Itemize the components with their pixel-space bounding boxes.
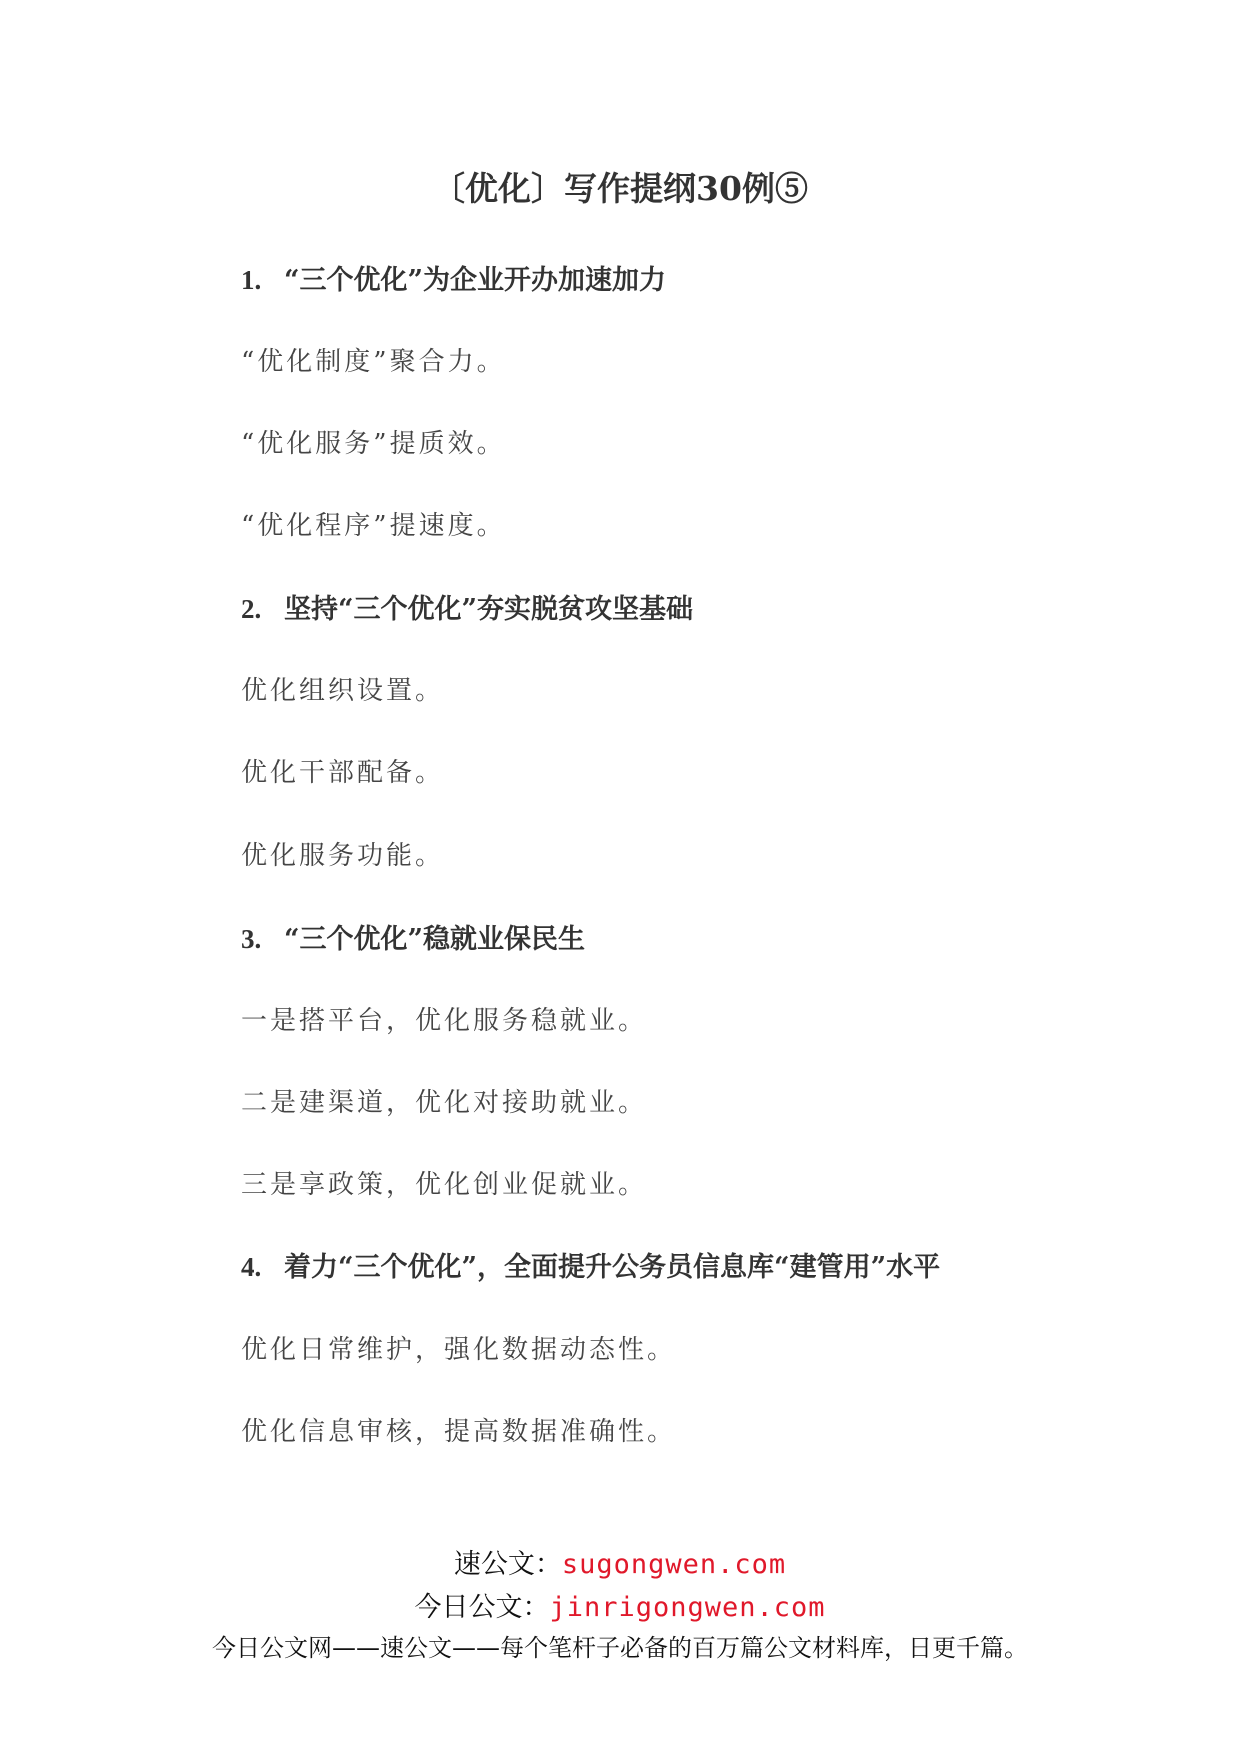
section-heading-1 <box>241 267 666 294</box>
footer-site1-label: 速公文： <box>453 1549 562 1580</box>
footer-site1-link[interactable]: sugongwen.com <box>561 1549 787 1580</box>
section-number-1: 1. <box>241 265 262 295</box>
section-heading-text-3: “三个优化”稳就业保民生 <box>284 924 586 955</box>
footer-site-sugongwen <box>0 1551 1240 1578</box>
section-heading-text-1: “三个优化”为企业开办加速加力 <box>284 265 667 296</box>
section-1-item-1: “优化制度”聚合力。 <box>241 347 506 377</box>
section-2-item-1: 优化组织设置。 <box>241 676 445 706</box>
section-1-item-3: “优化程序”提速度。 <box>241 511 506 541</box>
section-number-3: 3. <box>241 924 262 954</box>
footer-site2-link[interactable]: jinrigongwen.com <box>549 1592 826 1623</box>
document-title: 〔优化〕写作提纲30例⑤ <box>432 169 808 208</box>
section-heading-3 <box>241 926 585 953</box>
section-2-item-2: 优化干部配备。 <box>241 758 445 788</box>
section-heading-4 <box>241 1254 940 1281</box>
section-number-2: 2. <box>241 594 262 624</box>
section-2-item-3: 优化服务功能。 <box>241 841 445 871</box>
footer-site2-label: 今日公文： <box>414 1592 550 1623</box>
footer-site-jinrigongwen <box>0 1594 1240 1621</box>
footer-tagline: 今日公文网——速公文——每个笔杆子必备的百万篇公文材料库，日更千篇。 <box>212 1634 1028 1662</box>
section-number-4: 4. <box>241 1252 262 1282</box>
section-3-item-2: 二是建渠道，优化对接助就业。 <box>241 1088 648 1118</box>
section-3-item-1: 一是搭平台，优化服务稳就业。 <box>241 1006 648 1036</box>
section-heading-text-4: 着力“三个优化”，全面提升公务员信息库“建管用”水平 <box>284 1252 941 1283</box>
section-heading-text-2: 坚持“三个优化”夯实脱贫攻坚基础 <box>284 594 694 625</box>
section-3-item-3: 三是享政策，优化创业促就业。 <box>241 1170 648 1200</box>
section-1-item-2: “优化服务”提质效。 <box>241 429 506 459</box>
section-4-item-1: 优化日常维护，强化数据动态性。 <box>241 1335 677 1365</box>
section-4-item-2: 优化信息审核，提高数据准确性。 <box>241 1417 677 1447</box>
section-heading-2 <box>241 596 693 623</box>
